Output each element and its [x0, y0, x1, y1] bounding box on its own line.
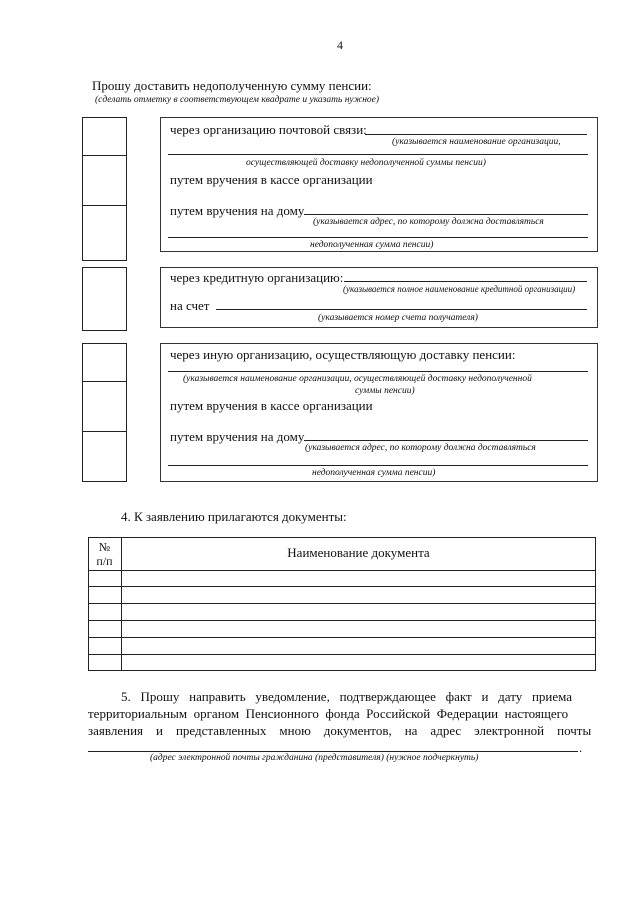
- account-number-line[interactable]: [216, 309, 587, 310]
- table-row-5-cell[interactable]: [122, 638, 595, 654]
- col-number-symbol: №: [98, 540, 111, 554]
- option-other-home-label: путем вручения на дому: [170, 429, 305, 444]
- checkbox-bank[interactable]: [82, 267, 127, 331]
- email-address-line[interactable]: [88, 751, 578, 752]
- table-row-2-cell[interactable]: [122, 587, 595, 603]
- table-row-6-cell[interactable]: [122, 655, 595, 670]
- col-document-name-header: Наименование документа: [287, 545, 430, 560]
- delivery-heading-hint: (сделать отметку в соответствующем квадрате и указать нужное): [95, 95, 380, 105]
- post-home-address-line-2[interactable]: [168, 237, 588, 238]
- checkbox-post-cash-desk[interactable]: [82, 155, 127, 205]
- other-org-hint-b: суммы пенсии): [355, 386, 415, 396]
- other-home-address-line[interactable]: [304, 440, 588, 441]
- post-org-name-line[interactable]: [365, 134, 587, 135]
- table-row-3-cell[interactable]: [122, 604, 595, 620]
- other-home-hint-a: (указывается адрес, по которому должна доставляться: [305, 443, 536, 453]
- option-account-label: на счет: [170, 298, 210, 313]
- option-bank-label: через кредитную организацию:: [170, 270, 344, 285]
- bank-name-hint: (указывается полное наименование кредитной организации): [343, 284, 576, 294]
- other-home-address-line-2[interactable]: [168, 465, 588, 466]
- option-post-cash-desk-label: путем вручения в кассе организации: [170, 172, 373, 187]
- email-line-period: .: [579, 740, 583, 755]
- post-org-name-line-2[interactable]: [168, 154, 588, 155]
- table-row-1-cell[interactable]: [122, 571, 595, 586]
- email-address-hint: (адрес электронной почты гражданина (представителя) (нужное подчеркнуть): [150, 753, 479, 763]
- option-post-office-label: через организацию почтовой связи:: [170, 122, 367, 137]
- col-number-abbrev: п/п: [96, 554, 113, 568]
- option-other-cash-desk-label: путем вручения в кассе организации: [170, 398, 373, 413]
- post-home-hint-a: (указывается адрес, по которому должна доставляться: [313, 217, 544, 227]
- page-number: 4: [337, 38, 343, 52]
- option-post-home-label: путем вручения на дому: [170, 203, 305, 218]
- checkbox-other-cash-desk[interactable]: [82, 381, 127, 431]
- account-number-hint: (указывается номер счета получателя): [318, 313, 478, 323]
- attached-docs-title: 4. К заявлению прилагаются документы:: [121, 509, 347, 524]
- post-org-hint-b: осуществляющей доставку недополученной суммы пенсии): [246, 158, 486, 168]
- option-other-org-label: через иную организацию, осуществляющую доставку пенсии:: [170, 347, 516, 362]
- notification-line-3: заявления и представленных мною документов, на адрес электронной почты: [88, 723, 592, 738]
- delivery-heading: Прошу доставить недополученную сумму пенсии:: [92, 78, 372, 93]
- checkbox-other-org[interactable]: [82, 343, 127, 381]
- other-org-hint-a: (указывается наименование организации, осуществляющей доставку недополученной: [183, 374, 532, 384]
- checkbox-post-home[interactable]: [82, 205, 127, 261]
- col-number-header: [88, 540, 121, 568]
- notification-line-2: территориальным органом Пенсионного фонда Российской Федерации настоящего: [88, 706, 569, 721]
- bank-name-line[interactable]: [344, 281, 587, 282]
- checkbox-other-home[interactable]: [82, 431, 127, 482]
- other-home-hint-b: недополученная сумма пенсии): [312, 468, 436, 478]
- notification-line-1: 5. Прошу направить уведомление, подтверждающее факт и дату приема: [121, 689, 573, 704]
- other-org-name-line[interactable]: [168, 371, 588, 372]
- checkbox-post-office[interactable]: [82, 117, 127, 155]
- post-home-hint-b: недополученная сумма пенсии): [310, 240, 434, 250]
- post-org-hint-a: (указывается наименование организации,: [392, 137, 561, 147]
- post-home-address-line[interactable]: [304, 214, 588, 215]
- table-row-4-cell[interactable]: [122, 621, 595, 637]
